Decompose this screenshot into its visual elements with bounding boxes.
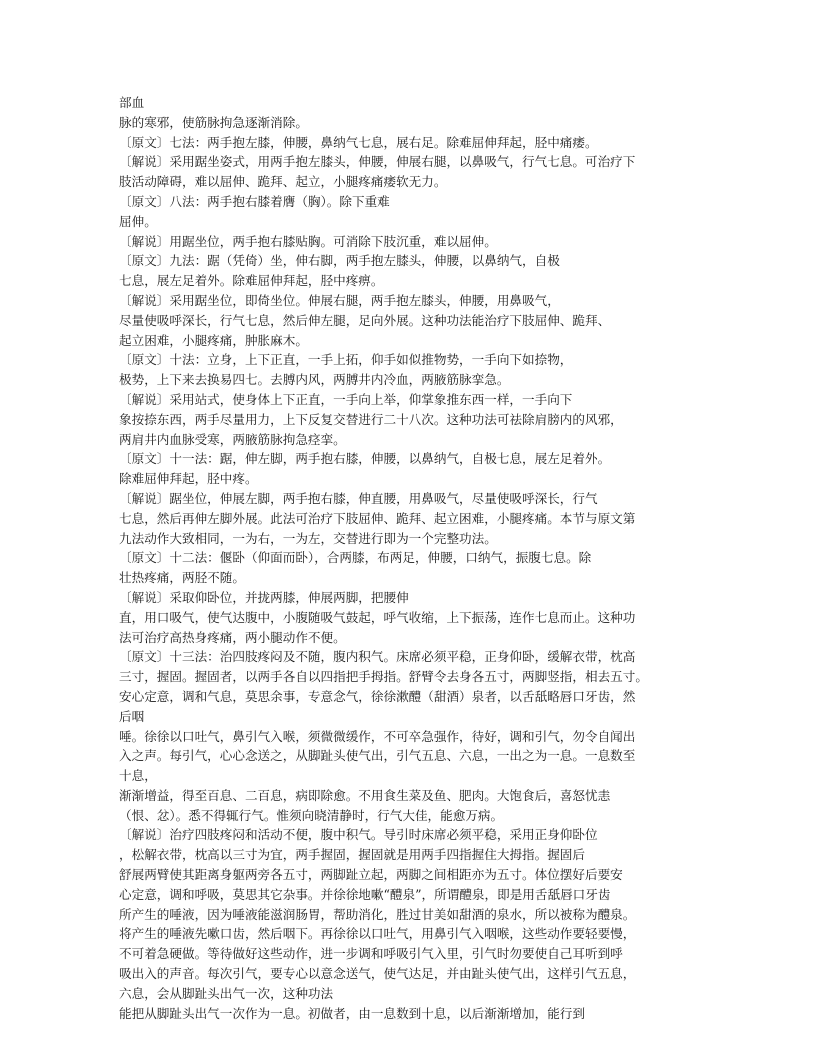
text-line: 渐渐增益，得至百息、二百息，病即除愈。不用食生菜及鱼、肥肉。大饱食后，喜怒忧恚 [119,787,611,803]
text-line: 〔解说〕用踞坐位，两手抱右膝贴胸。可消除下肢沉重，难以屈伸。 [119,233,497,249]
text-line: 〔原文〕九法：踞（凭倚）坐，伸右脚，两手抱左膝头，伸腰，以鼻纳气，自极 [119,253,560,269]
text-line: 部血 [119,95,145,110]
text-line: 九法动作大致相同，一为右，一为左，交替进行即为一个完整功法。 [119,530,497,546]
text-line: （恨、忿）。悉不得辄行气。惟须向晓清静时，行气大佳，能愈万病。 [119,807,504,823]
text-line: 〔解说〕采取仰卧位，并拢两膝，伸展两脚，把腰伸 [119,589,409,605]
text-line: 肢活动障碍，难以屈伸、跪拜、起立，小腿疼痛痿软无力。 [119,174,447,190]
text-line: 法可治疗高热身疼痛，两小腿动作不便。 [119,629,346,645]
text-line: 〔解说〕采用站式，使身体上下正直，一手向上举，仰掌象推东西一样，一手向下 [119,391,573,407]
text-line: 心定意，调和呼吸，莫思其它杂事。并徐徐地嗽“醴泉”，所谓醴泉，即是用舌舐唇口牙齿 [119,886,611,902]
text-line: 〔原文〕七法：两手抱左膝，伸腰，鼻纳气七息，展右足。除难屈伸拜起，胫中痛痿。 [119,134,598,150]
text-line: 舒展两臂使其距离身躯两旁各五寸，两脚趾立起，两脚之间相距亦为五寸。体位摆好后要安 [119,867,623,883]
text-line: 不可着急硬做。等待做好这些动作，进一步调和呼吸引气入里，引气时勿要使自己耳听到呼 [119,946,623,962]
text-line: 将产生的唾液先嗽口齿，然后咽下。再徐徐以口吐气，用鼻引气入咽喉，这些动作要轻要慢， [119,926,636,942]
text-line: 除难屈伸拜起，胫中疼。 [119,471,258,487]
text-line: 〔原文〕十二法：偃卧（仰面而卧），合两膝，布两足，伸腰，口纳气，振腹七息。除 [119,550,592,566]
text-line: 〔原文〕十一法：踞，伸左脚，两手抱右膝，伸腰，以鼻纳气，自极七息，展左足着外。 [119,451,611,467]
text-line: 〔解说〕采用踞坐姿式，用两手抱左膝头，伸腰，伸展右腿，以鼻吸气，行气七息。可治疗下 [119,154,636,170]
text-line: 极势，上下来去换易四七。去膊内风，两膊井内冷血，两腋筋脉挛急。 [119,372,510,388]
text-line: 象按捺东西，两手尽量用力，上下反复交替进行二十八次。这种功法可祛除肩膀内的风邪， [119,411,623,427]
text-line: 六息，会从脚趾头出气一次，这种功法 [119,985,334,1001]
text-line: 〔原文〕八法：两手抱右膝着膺（胸）。除下重难 [119,193,390,209]
text-line: 〔解说〕采用踞坐位，即倚坐位。伸展右腿，两手抱左膝头，伸腰，用鼻吸气， [119,292,560,308]
text-line: 吸出入的声音。每次引气，要专心以意念送气，使气达足，并由趾头使气出，这样引气五息， [119,966,636,982]
text-line: 七息，然后再伸左脚外展。此法可治疗下肢屈伸、跪拜、起立困难，小腿疼痛。本节与原文第 [119,510,636,526]
text-line: 脉的寒邪，使筋脉拘急逐渐消除。 [119,114,308,130]
text-line: 七息，展左足着外。除难屈伸拜起，胫中疼痹。 [119,273,384,289]
text-line: 起立困难，小腿疼痛，肿胀麻木。 [119,332,308,348]
text-line: 安心定意，调和气息，莫思余事，专意念气，徐徐漱醴（甜酒）泉者，以舌舐略唇口牙齿，然 [119,688,636,704]
document-page [119,93,704,1023]
text-line: 壮热疼痛，两胫不随。 [119,570,245,586]
text-line: 两肩井内血脉受寒，两腋筋脉拘急痉挛。 [119,431,346,447]
text-line: 唾。徐徐以口吐气，鼻引气入喉，须微微缓作，不可卒急强作，待好，调和引气，勿令自闻出 [119,728,636,744]
text-line: 〔原文〕十三法：治四肢疼闷及不随，腹内积气。床席必须平稳，正身仰卧，缓解衣带，枕高 [119,649,636,665]
text-line: 〔解说〕治疗四肢疼闷和活动不便，腹中积气。导引时床席必须平稳，采用正身仰卧位 [119,827,598,843]
text-line: 〔原文〕十法：立身，上下正直，一手上拓，仰手如似推物势，一手向下如捺物， [119,352,573,368]
text-line: 直，用口吸气，使气达腹中，小腹随吸气鼓起，呼气收缩，上下振荡，连作七息而止。这种功 [119,609,636,625]
text-line: ，松解衣带，枕高以三寸为宜，两手握固，握固就是用两手四指握住大拇指。握固后 [119,847,585,863]
text-line: 尽量使吸呼深长，行气七息，然后伸左腿，足向外展。这种功法能治疗下肢屈伸、跪拜、 [119,312,611,328]
text-line: 屈伸。 [119,213,157,229]
text-line: 〔解说〕踞坐位，伸展左脚，两手抱右膝，伸直腰，用鼻吸气，尽量使吸呼深长，行气 [119,490,598,506]
text-line: 能把从脚趾头出气一次作为一息。初做者，由一息数到十息，以后渐渐增加，能行到 [119,1005,585,1021]
text-line: 所产生的唾液，因为唾液能滋润肠胃，帮助消化，胜过甘美如甜酒的泉水，所以被称为醴泉。 [119,906,636,922]
text-line: 十息， [119,768,157,784]
text-line: 后咽 [119,708,145,724]
text-line: 入之声。每引气，心心念送之，从脚趾头使气出，引气五息、六息，一出之为一息。一息数至 [119,748,636,764]
text-line: 三寸，握固。握固者，以两手各自以四指把手拇指。舒臂令去身各五寸，两脚竖指，相去五寸。 [119,669,648,685]
